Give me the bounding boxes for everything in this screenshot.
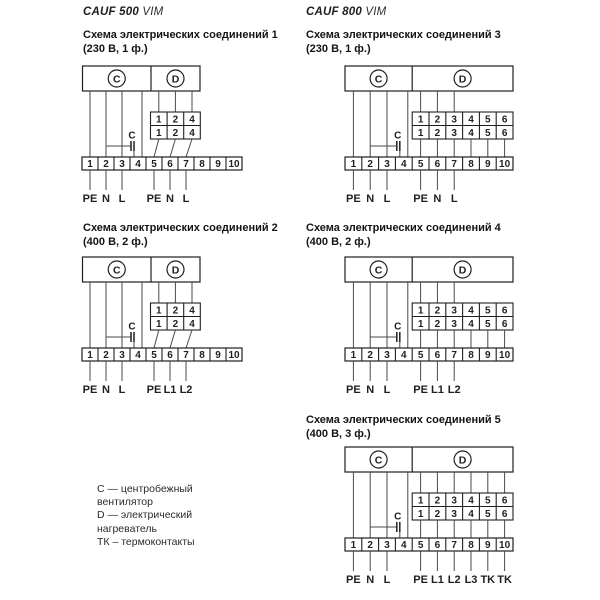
- connector-cell-number: 2: [434, 305, 441, 317]
- supply-label: N: [433, 193, 442, 205]
- fan-label: C: [374, 264, 383, 277]
- terminal-number: 10: [499, 540, 511, 551]
- supply-label: PE: [346, 574, 361, 586]
- component-box: [83, 257, 201, 282]
- connector-cell-number: 2: [172, 318, 179, 330]
- supply-label: L2: [447, 574, 461, 586]
- fan-label: C: [112, 73, 121, 86]
- terminal-number: 9: [485, 350, 491, 361]
- heater-label: D: [458, 264, 467, 277]
- legend-line: D — электрический: [97, 509, 193, 522]
- terminal-number: 5: [417, 540, 424, 551]
- connector-cell-number: 1: [417, 127, 424, 139]
- heater-label: D: [458, 454, 467, 467]
- capacitor-label: C: [128, 321, 136, 333]
- connector-cell-number: 5: [485, 114, 491, 126]
- supply-label: N: [166, 193, 174, 205]
- terminal-number: 7: [451, 350, 457, 361]
- connector-wire: [154, 330, 159, 348]
- connector-cell-number: 2: [434, 495, 441, 507]
- connector-cell-number: 5: [485, 305, 491, 317]
- terminal-number: 3: [384, 350, 390, 361]
- connector-cell-number: 2: [172, 114, 179, 126]
- supply-label: N: [366, 193, 375, 205]
- supply-label: L: [450, 193, 458, 205]
- connector-cell-number: 6: [501, 495, 508, 507]
- terminal-number: 2: [103, 350, 109, 361]
- supply-label: PE: [413, 574, 428, 586]
- connector-cell-number: 2: [434, 114, 441, 126]
- supply-label: TK: [497, 574, 512, 586]
- connector-cell-number: 2: [434, 508, 441, 520]
- connector-cell-number: 4: [189, 114, 195, 126]
- terminal-number: 2: [367, 159, 373, 170]
- supply-label: L: [118, 193, 126, 205]
- terminal-number: 8: [468, 159, 474, 170]
- supply-label: L1: [430, 574, 444, 586]
- wiring-diagram-svg: [70, 65, 248, 208]
- connector-cell-number: 4: [468, 114, 474, 126]
- terminal-number: 9: [215, 159, 221, 170]
- connector-cell-number: 4: [189, 127, 195, 139]
- supply-label: PE: [413, 384, 428, 396]
- diagram-subtitle-text: (230 В, 1 ф.): [83, 43, 148, 55]
- supply-label: L: [118, 384, 126, 396]
- diagram-4-wiring: [333, 256, 519, 404]
- connector-cell-number: 1: [156, 127, 162, 139]
- diagram-4-title: [306, 221, 501, 249]
- connector-cell-number: 2: [172, 127, 179, 139]
- connector-cell-number: 1: [156, 114, 162, 126]
- diagram-5-wiring: [333, 446, 519, 594]
- terminal-number: 6: [434, 350, 441, 361]
- supply-label: L1: [163, 384, 177, 396]
- connector-cell-number: 5: [485, 495, 491, 507]
- model-suffix-text: VIM: [142, 6, 164, 18]
- connector-cell-number: 3: [451, 318, 457, 330]
- terminal-number: 10: [499, 159, 511, 170]
- terminal-number: 5: [151, 159, 157, 170]
- supply-label: L3: [464, 574, 478, 586]
- terminal-number: 2: [367, 350, 373, 361]
- connector-cell-number: 1: [156, 318, 162, 330]
- terminal-number: 8: [199, 350, 205, 361]
- heater-label: D: [458, 73, 467, 86]
- fan-label: C: [112, 264, 121, 277]
- diagram-title-text: Схема электрических соединений 5: [306, 414, 501, 426]
- diagram-subtitle-text: (400 В, 3 ф.): [306, 428, 371, 440]
- connector-cell-number: 3: [451, 495, 457, 507]
- supply-label: PE: [346, 384, 361, 396]
- supply-label: L: [383, 193, 391, 205]
- supply-label: L: [182, 193, 190, 205]
- terminal-number: 10: [228, 159, 240, 170]
- terminal-number: 4: [401, 350, 407, 361]
- model-name-cauf800: [306, 6, 386, 18]
- diagram-2-wiring: [70, 256, 248, 404]
- connector-cell-number: 4: [189, 318, 195, 330]
- supply-label: L1: [430, 384, 444, 396]
- terminal-number: 5: [417, 350, 424, 361]
- supply-label: TK: [480, 574, 496, 586]
- connector-cell-number: 5: [485, 127, 491, 139]
- terminal-number: 6: [167, 350, 173, 361]
- supply-label: PE: [82, 384, 98, 396]
- terminal-number: 1: [350, 540, 357, 551]
- terminal-number: 5: [151, 350, 157, 361]
- terminal-number: 9: [485, 540, 491, 551]
- diagram-subtitle-text: (230 В, 1 ф.): [306, 43, 371, 55]
- legend-line: нагреватель: [97, 522, 157, 535]
- diagram-title-text: Схема электрических соединений 2: [83, 222, 278, 234]
- legend-line: ТК – термоконтакты: [97, 535, 195, 548]
- connector-cell-number: 6: [501, 318, 508, 330]
- model-suffix-text: VIM: [365, 6, 387, 18]
- terminal-number: 4: [135, 159, 141, 170]
- terminal-number: 2: [103, 159, 109, 170]
- terminal-number: 2: [367, 540, 373, 551]
- connector-cell-number: 2: [172, 305, 179, 317]
- connector-cell-number: 6: [501, 508, 508, 520]
- terminal-number: 3: [119, 350, 125, 361]
- component-box: [83, 66, 201, 91]
- terminal-number: 3: [384, 540, 390, 551]
- terminal-number: 7: [451, 540, 457, 551]
- terminal-number: 1: [87, 159, 93, 170]
- connector-cell-number: 3: [451, 305, 457, 317]
- supply-label: N: [102, 384, 110, 396]
- connector-cell-number: 2: [434, 318, 441, 330]
- supply-label: PE: [82, 193, 98, 205]
- supply-label: PE: [146, 384, 162, 396]
- connector-cell-number: 6: [501, 114, 508, 126]
- diagram-title-text: Схема электрических соединений 1: [83, 29, 278, 41]
- terminal-number: 6: [434, 159, 441, 170]
- terminal-number: 10: [499, 350, 511, 361]
- terminal-number: 4: [401, 540, 407, 551]
- diagram-title-text: Схема электрических соединений 4: [306, 222, 501, 234]
- connector-wire: [186, 330, 192, 348]
- connector-cell-number: 1: [417, 305, 424, 317]
- terminal-number: 6: [167, 159, 173, 170]
- connector-wire: [154, 139, 159, 157]
- model-name-text: CAUF 800: [306, 6, 362, 18]
- supply-label: L: [383, 384, 391, 396]
- diagram-1-wiring: [70, 65, 248, 213]
- connector-cell-number: 3: [451, 114, 457, 126]
- connector-wire: [170, 139, 175, 157]
- terminal-number: 10: [228, 350, 240, 361]
- connector-cell-number: 4: [468, 127, 474, 139]
- heater-label: D: [171, 264, 180, 277]
- capacitor-label: C: [394, 321, 402, 333]
- supply-label: N: [366, 574, 375, 586]
- fan-label: C: [374, 454, 383, 467]
- supply-label: L: [383, 574, 391, 586]
- terminal-number: 9: [485, 159, 491, 170]
- terminal-number: 8: [468, 350, 474, 361]
- diagram-subtitle-text: (400 В, 2 ф.): [83, 236, 148, 248]
- supply-label: PE: [413, 193, 428, 205]
- terminal-number: 4: [135, 350, 141, 361]
- supply-label: N: [366, 384, 375, 396]
- terminal-number: 7: [451, 159, 457, 170]
- legend: [97, 483, 195, 549]
- connector-cell-number: 1: [417, 508, 424, 520]
- diagram-1-title: [83, 28, 278, 56]
- connector-wire: [170, 330, 175, 348]
- terminal-number: 8: [468, 540, 474, 551]
- terminal-number: 3: [119, 159, 125, 170]
- connector-cell-number: 3: [451, 508, 457, 520]
- wiring-diagram-svg: [333, 256, 519, 399]
- connector-cell-number: 2: [434, 127, 441, 139]
- connector-cell-number: 4: [468, 305, 474, 317]
- fan-label: C: [374, 73, 383, 86]
- capacitor-label: C: [128, 130, 136, 142]
- diagram-title-text: Схема электрических соединений 3: [306, 29, 501, 41]
- connector-cell-number: 1: [156, 305, 162, 317]
- supply-label: L2: [447, 384, 461, 396]
- supply-label: L2: [179, 384, 193, 396]
- connector-cell-number: 4: [468, 318, 474, 330]
- terminal-number: 7: [183, 350, 189, 361]
- terminal-number: 8: [199, 159, 205, 170]
- connector-cell-number: 4: [468, 508, 474, 520]
- connector-cell-number: 5: [485, 508, 491, 520]
- model-name-cauf500: [83, 6, 163, 18]
- connector-cell-number: 1: [417, 114, 424, 126]
- supply-label: PE: [346, 193, 361, 205]
- connector-cell-number: 1: [417, 318, 424, 330]
- terminal-number: 1: [350, 350, 357, 361]
- diagram-subtitle-text: (400 В, 2 ф.): [306, 236, 371, 248]
- connector-cell-number: 5: [485, 318, 491, 330]
- terminal-number: 1: [350, 159, 357, 170]
- connector-cell-number: 3: [451, 127, 457, 139]
- diagram-3-wiring: [333, 65, 519, 213]
- connector-cell-number: 6: [501, 127, 508, 139]
- terminal-number: 7: [183, 159, 189, 170]
- connector-wire: [186, 139, 192, 157]
- capacitor-label: C: [394, 130, 402, 142]
- terminal-number: 6: [434, 540, 441, 551]
- capacitor-label: C: [394, 511, 402, 523]
- wiring-diagram-svg: [333, 446, 519, 589]
- terminal-number: 5: [417, 159, 424, 170]
- connector-cell-number: 6: [501, 305, 508, 317]
- diagram-3-title: [306, 28, 501, 56]
- connector-cell-number: 4: [189, 305, 195, 317]
- diagram-2-title: [83, 221, 278, 249]
- terminal-number: 3: [384, 159, 390, 170]
- supply-label: PE: [146, 193, 162, 205]
- wiring-diagram-svg: [70, 256, 248, 399]
- diagram-5-title: [306, 413, 501, 441]
- wiring-diagram-svg: [333, 65, 519, 208]
- terminal-number: 9: [215, 350, 221, 361]
- heater-label: D: [171, 73, 180, 86]
- terminal-number: 4: [401, 159, 407, 170]
- connector-cell-number: 1: [417, 495, 424, 507]
- supply-label: N: [102, 193, 110, 205]
- terminal-number: 1: [87, 350, 93, 361]
- model-name-text: CAUF 500: [83, 6, 139, 18]
- legend-line: C — центробежный: [97, 483, 193, 495]
- connector-cell-number: 4: [468, 495, 474, 507]
- legend-line: вентилятор: [97, 496, 153, 509]
